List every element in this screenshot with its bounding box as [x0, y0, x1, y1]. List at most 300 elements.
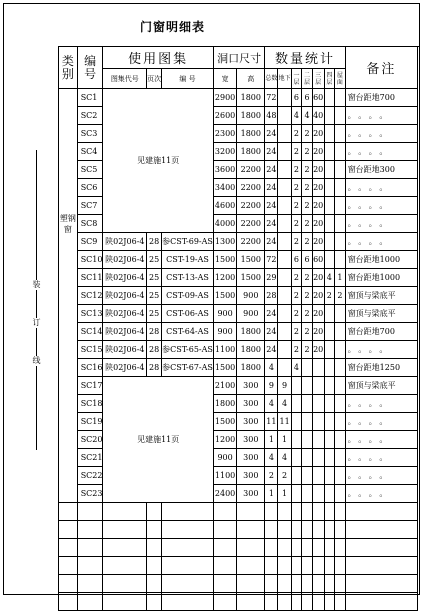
blank-cell	[345, 593, 417, 611]
height-cell: 2200	[237, 233, 265, 251]
height-cell: 1800	[237, 89, 265, 107]
blank-cell	[278, 503, 291, 521]
roof-cell: 1	[335, 269, 346, 287]
remark-cell: 。 。 。 。	[345, 449, 417, 467]
roof-cell	[335, 125, 346, 143]
floor-3-cell	[312, 413, 324, 431]
code-cell: SC6	[77, 179, 103, 197]
code-cell: SC5	[77, 161, 103, 179]
blank-cell	[291, 521, 302, 539]
total-cell: 1	[265, 485, 278, 503]
atlas-page-cell: 28	[147, 341, 162, 359]
total-cell: 4	[265, 449, 278, 467]
basement-cell: 4	[278, 449, 291, 467]
height-cell: 1800	[237, 125, 265, 143]
atlas-page-cell: 25	[147, 251, 162, 269]
total-cell: 24	[265, 341, 278, 359]
blank-cell	[213, 503, 236, 521]
binding-char-3: 线	[32, 356, 41, 365]
see-note-cell-2: 见建施11页	[103, 377, 213, 503]
floor-1-cell: 6	[291, 251, 302, 269]
height-cell: 300	[237, 485, 265, 503]
blank-cell	[345, 575, 417, 593]
table-row	[59, 269, 418, 287]
blank-cell	[291, 575, 302, 593]
floor-3-cell: 20	[312, 179, 324, 197]
height-cell: 1800	[237, 107, 265, 125]
atlas-code-cell: 陕02J06-4	[103, 233, 147, 251]
blank-cell	[335, 521, 346, 539]
floor-4-cell	[324, 233, 335, 251]
roof-cell	[335, 377, 346, 395]
blank-cell	[59, 575, 78, 593]
roof-cell	[335, 197, 346, 215]
floor-4-cell	[324, 377, 335, 395]
blank-cell	[147, 521, 162, 539]
blank-cell	[237, 557, 265, 575]
blank-cell	[302, 521, 313, 539]
blank-cell	[237, 575, 265, 593]
floor-3-cell: 20	[312, 305, 324, 323]
basement-cell: 1	[278, 485, 291, 503]
code-cell: SC20	[77, 431, 103, 449]
floor-3-cell: 20	[312, 287, 324, 305]
height-cell: 300	[237, 431, 265, 449]
floor-2-cell	[302, 449, 313, 467]
table-row	[59, 305, 418, 323]
code-cell: SC12	[77, 287, 103, 305]
floor-4-cell	[324, 395, 335, 413]
floor-4-cell	[324, 323, 335, 341]
blank-cell	[345, 521, 417, 539]
width-cell: 2100	[213, 377, 236, 395]
basement-cell	[278, 305, 291, 323]
height-cell: 2200	[237, 215, 265, 233]
blank-cell	[345, 557, 417, 575]
width-cell: 4000	[213, 215, 236, 233]
basement-cell	[278, 233, 291, 251]
roof-cell	[335, 233, 346, 251]
header-atlas-page: 页次	[147, 69, 162, 89]
floor-2-cell: 2	[302, 323, 313, 341]
remark-cell: 。 。 。 。	[345, 485, 417, 503]
atlas-page-cell: 25	[147, 305, 162, 323]
blank-cell	[302, 593, 313, 611]
blank-cell	[302, 557, 313, 575]
blank-cell	[278, 521, 291, 539]
code-cell: SC14	[77, 323, 103, 341]
total-cell: 24	[265, 305, 278, 323]
blank-cell	[312, 521, 324, 539]
height-cell: 1500	[237, 269, 265, 287]
category-cell: 塑钢窗	[59, 89, 78, 503]
atlas-number-cell: CST-06-AS	[162, 305, 214, 323]
total-cell: 2	[265, 467, 278, 485]
code-cell: SC16	[77, 359, 103, 377]
blank-cell	[335, 557, 346, 575]
table-row	[59, 359, 418, 377]
width-cell: 900	[213, 449, 236, 467]
remark-cell: 窗台距地700	[345, 323, 417, 341]
blank-cell	[302, 503, 313, 521]
width-cell: 1500	[213, 413, 236, 431]
floor-1-cell: 2	[291, 125, 302, 143]
height-cell: 1500	[237, 251, 265, 269]
code-cell: SC21	[77, 449, 103, 467]
header-category: 类 别	[59, 47, 78, 89]
blank-cell	[302, 575, 313, 593]
roof-cell	[335, 89, 346, 107]
floor-3-cell: 20	[312, 323, 324, 341]
basement-cell	[278, 125, 291, 143]
blank-cell	[291, 557, 302, 575]
height-cell: 300	[237, 413, 265, 431]
floor-4-cell	[324, 305, 335, 323]
total-cell: 1	[265, 431, 278, 449]
blank-cell	[335, 503, 346, 521]
width-cell: 3200	[213, 143, 236, 161]
basement-cell: 9	[278, 377, 291, 395]
width-cell: 1800	[213, 395, 236, 413]
total-cell: 24	[265, 215, 278, 233]
header-floor-1: 一层	[291, 69, 302, 89]
blank-cell	[59, 539, 78, 557]
floor-2-cell: 2	[302, 143, 313, 161]
floor-4-cell: 2	[324, 287, 335, 305]
atlas-code-cell: 陕02J06-4	[103, 269, 147, 287]
total-cell: 72	[265, 89, 278, 107]
blank-cell	[302, 539, 313, 557]
floor-1-cell	[291, 413, 302, 431]
height-cell: 1800	[237, 323, 265, 341]
blank-cell	[103, 539, 147, 557]
atlas-number-cell: 参CST-65-AS	[162, 341, 214, 359]
floor-2-cell: 2	[302, 197, 313, 215]
blank-cell	[335, 575, 346, 593]
blank-cell	[237, 539, 265, 557]
remark-cell: 。 。 。 。	[345, 215, 417, 233]
floor-4-cell	[324, 215, 335, 233]
floor-4-cell	[324, 107, 335, 125]
basement-cell	[278, 323, 291, 341]
width-cell: 4600	[213, 197, 236, 215]
roof-cell	[335, 431, 346, 449]
floor-2-cell: 2	[302, 125, 313, 143]
blank-cell	[278, 593, 291, 611]
total-cell: 4	[265, 359, 278, 377]
height-cell: 2200	[237, 179, 265, 197]
height-cell: 2200	[237, 197, 265, 215]
width-cell: 3400	[213, 179, 236, 197]
roof-cell	[335, 251, 346, 269]
width-cell: 1200	[213, 431, 236, 449]
width-cell: 2900	[213, 89, 236, 107]
total-cell: 28	[265, 287, 278, 305]
width-cell: 2600	[213, 107, 236, 125]
width-cell: 3600	[213, 161, 236, 179]
blank-cell	[77, 539, 103, 557]
see-note-cell: 见建施11页	[103, 89, 213, 233]
floor-2-cell: 2	[302, 269, 313, 287]
floor-3-cell: 20	[312, 143, 324, 161]
remark-cell: 窗台距地1250	[345, 359, 417, 377]
width-cell: 1300	[213, 233, 236, 251]
floor-2-cell: 2	[302, 215, 313, 233]
code-cell: SC23	[77, 485, 103, 503]
floor-3-cell: 20	[312, 233, 324, 251]
basement-cell	[278, 251, 291, 269]
blank-row	[59, 575, 418, 593]
blank-cell	[77, 503, 103, 521]
basement-cell	[278, 197, 291, 215]
height-cell: 300	[237, 395, 265, 413]
page-title: 门窗明细表	[140, 20, 206, 34]
floor-4-cell	[324, 431, 335, 449]
header-width: 宽	[213, 69, 236, 89]
header-floor-3: 三层	[312, 69, 324, 89]
remark-cell: 。 。 。 。	[345, 341, 417, 359]
roof-cell	[335, 395, 346, 413]
floor-3-cell	[312, 377, 324, 395]
basement-cell	[278, 269, 291, 287]
floor-4-cell	[324, 89, 335, 107]
code-cell: SC10	[77, 251, 103, 269]
blank-cell	[265, 557, 278, 575]
atlas-code-cell: 陕02J06-4	[103, 323, 147, 341]
table-row	[59, 323, 418, 341]
floor-2-cell: 4	[302, 107, 313, 125]
remark-cell: 窗台距地300	[345, 161, 417, 179]
code-cell: SC1	[77, 89, 103, 107]
height-cell: 900	[237, 287, 265, 305]
remark-cell: 窗顶与梁底平	[345, 377, 417, 395]
floor-4-cell: 4	[324, 269, 335, 287]
floor-1-cell: 2	[291, 269, 302, 287]
header-code: 编 号	[77, 47, 103, 89]
total-cell: 9	[265, 377, 278, 395]
basement-cell	[278, 143, 291, 161]
floor-3-cell: 20	[312, 341, 324, 359]
blank-cell	[147, 593, 162, 611]
blank-cell	[265, 593, 278, 611]
total-cell: 48	[265, 107, 278, 125]
total-cell: 11	[265, 413, 278, 431]
width-cell: 2300	[213, 125, 236, 143]
blank-cell	[77, 593, 103, 611]
basement-cell	[278, 107, 291, 125]
floor-2-cell: 2	[302, 341, 313, 359]
floor-4-cell	[324, 359, 335, 377]
floor-4-cell	[324, 179, 335, 197]
floor-1-cell: 2	[291, 287, 302, 305]
blank-cell	[324, 557, 335, 575]
blank-cell	[162, 575, 214, 593]
blank-row	[59, 521, 418, 539]
roof-cell	[335, 485, 346, 503]
width-cell: 1500	[213, 287, 236, 305]
blank-row	[59, 557, 418, 575]
atlas-code-cell: 陕02J06-4	[103, 305, 147, 323]
basement-cell	[278, 341, 291, 359]
table-row	[59, 287, 418, 305]
code-cell: SC9	[77, 233, 103, 251]
floor-1-cell: 2	[291, 143, 302, 161]
floor-1-cell	[291, 377, 302, 395]
basement-cell	[278, 179, 291, 197]
header-height: 高	[237, 69, 265, 89]
total-cell: 24	[265, 197, 278, 215]
schedule-sheet	[58, 46, 420, 595]
remark-cell: 。 。 。 。	[345, 143, 417, 161]
floor-4-cell	[324, 125, 335, 143]
floor-2-cell	[302, 485, 313, 503]
floor-2-cell	[302, 431, 313, 449]
header-quantity: 数量统计	[265, 47, 345, 69]
atlas-page-cell: 25	[147, 269, 162, 287]
blank-cell	[237, 521, 265, 539]
height-cell: 900	[237, 305, 265, 323]
floor-2-cell: 6	[302, 251, 313, 269]
floor-2-cell: 2	[302, 287, 313, 305]
blank-cell	[324, 539, 335, 557]
table-row	[59, 251, 418, 269]
blank-cell	[59, 593, 78, 611]
floor-4-cell	[324, 197, 335, 215]
header-atlas: 使用图集	[103, 47, 213, 69]
schedule-body	[59, 89, 418, 611]
width-cell: 900	[213, 305, 236, 323]
blank-cell	[312, 503, 324, 521]
remark-cell: 窗台距地1000	[345, 251, 417, 269]
blank-cell	[324, 593, 335, 611]
roof-cell	[335, 449, 346, 467]
basement-cell	[278, 287, 291, 305]
blank-row	[59, 593, 418, 611]
floor-1-cell	[291, 431, 302, 449]
remark-cell: 窗顶与梁底平	[345, 287, 417, 305]
code-cell: SC17	[77, 377, 103, 395]
roof-cell	[335, 215, 346, 233]
blank-cell	[103, 503, 147, 521]
header-atlas-number: 编 号	[162, 69, 214, 89]
floor-4-cell	[324, 467, 335, 485]
roof-cell	[335, 161, 346, 179]
floor-3-cell: 40	[312, 107, 324, 125]
atlas-code-cell: 陕02J06-4	[103, 287, 147, 305]
blank-cell	[77, 557, 103, 575]
code-cell: SC2	[77, 107, 103, 125]
width-cell: 1100	[213, 341, 236, 359]
floor-4-cell	[324, 413, 335, 431]
remark-cell: 窗台距地700	[345, 89, 417, 107]
blank-cell	[213, 593, 236, 611]
code-cell: SC15	[77, 341, 103, 359]
blank-cell	[345, 539, 417, 557]
binding-char-1: 装	[32, 280, 41, 289]
blank-cell	[265, 521, 278, 539]
table-row	[59, 233, 418, 251]
roof-cell	[335, 341, 346, 359]
floor-3-cell	[312, 431, 324, 449]
floor-3-cell: 20	[312, 197, 324, 215]
blank-cell	[162, 539, 214, 557]
height-cell: 300	[237, 467, 265, 485]
total-cell: 24	[265, 143, 278, 161]
blank-cell	[162, 593, 214, 611]
floor-1-cell	[291, 467, 302, 485]
width-cell: 1100	[213, 467, 236, 485]
floor-1-cell	[291, 449, 302, 467]
atlas-number-cell: 参CST-67-AS	[162, 359, 214, 377]
atlas-page-cell: 28	[147, 359, 162, 377]
code-cell: SC22	[77, 467, 103, 485]
blank-cell	[103, 593, 147, 611]
remark-cell: 。 。 。 。	[345, 467, 417, 485]
floor-2-cell: 2	[302, 233, 313, 251]
remark-cell: 。 。 。 。	[345, 413, 417, 431]
blank-cell	[312, 539, 324, 557]
floor-1-cell: 2	[291, 215, 302, 233]
blank-cell	[162, 503, 214, 521]
code-cell: SC11	[77, 269, 103, 287]
remark-cell: 窗台距地1000	[345, 269, 417, 287]
total-cell: 24	[265, 323, 278, 341]
floor-2-cell: 6	[302, 89, 313, 107]
blank-cell	[213, 575, 236, 593]
total-cell: 24	[265, 233, 278, 251]
blank-cell	[213, 557, 236, 575]
atlas-page-cell: 25	[147, 287, 162, 305]
atlas-page-cell: 28	[147, 233, 162, 251]
atlas-page-cell: 28	[147, 323, 162, 341]
total-cell: 24	[265, 125, 278, 143]
basement-cell: 2	[278, 467, 291, 485]
floor-1-cell	[291, 485, 302, 503]
blank-cell	[335, 593, 346, 611]
header-atlas-code: 图集代号	[103, 69, 147, 89]
door-window-schedule-table	[58, 46, 418, 611]
roof-cell: 2	[335, 287, 346, 305]
floor-3-cell: 20	[312, 215, 324, 233]
total-cell: 4	[265, 395, 278, 413]
table-row	[59, 89, 418, 107]
code-cell: SC8	[77, 215, 103, 233]
floor-4-cell	[324, 485, 335, 503]
remark-cell: 窗顶与梁底平	[345, 305, 417, 323]
atlas-number-cell: CST-13-AS	[162, 269, 214, 287]
blank-cell	[324, 503, 335, 521]
blank-cell	[265, 575, 278, 593]
blank-cell	[59, 521, 78, 539]
remark-cell: 。 。 。 。	[345, 125, 417, 143]
total-cell: 24	[265, 179, 278, 197]
remark-cell: 。 。 。 。	[345, 431, 417, 449]
code-cell: SC18	[77, 395, 103, 413]
height-cell: 2200	[237, 161, 265, 179]
remark-cell: 。 。 。 。	[345, 107, 417, 125]
atlas-number-cell: CST-19-AS	[162, 251, 214, 269]
header-floor-2: 二层	[302, 69, 313, 89]
floor-1-cell: 6	[291, 89, 302, 107]
floor-3-cell	[312, 395, 324, 413]
blank-cell	[77, 575, 103, 593]
blank-cell	[312, 575, 324, 593]
table-row	[59, 377, 418, 395]
floor-3-cell: 60	[312, 251, 324, 269]
blank-cell	[162, 521, 214, 539]
blank-cell	[324, 521, 335, 539]
code-cell: SC7	[77, 197, 103, 215]
